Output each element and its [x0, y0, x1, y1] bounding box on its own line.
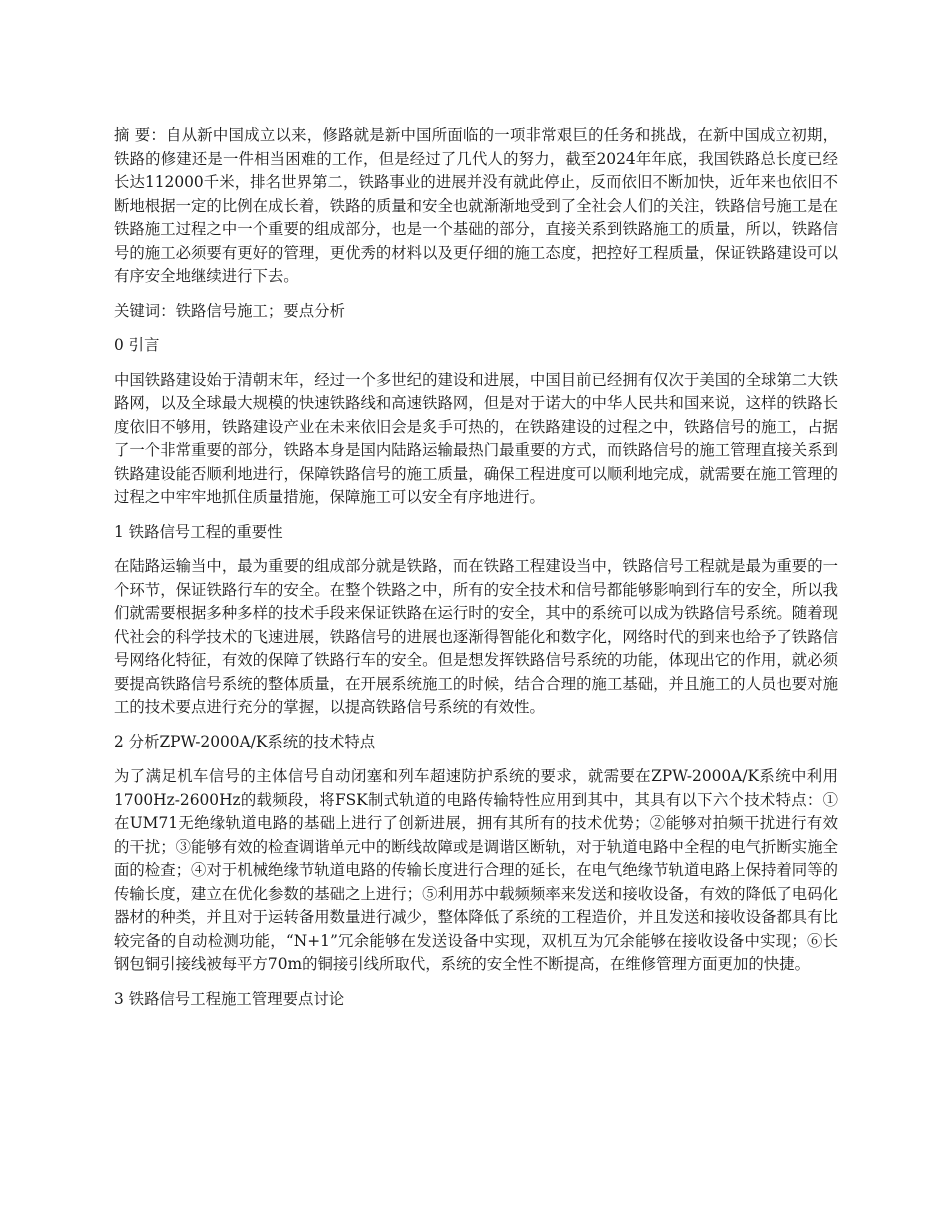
document-body	[114, 124, 838, 1022]
section-heading-intro: 0 引言	[114, 336, 160, 354]
section-body-intro: 中国铁路建设始于清朝末年，经过一个多世纪的建设和进展，中国目前已经拥有仅次于美国的全球第二大铁路网，以及全球最大规模的快速铁路线和高速铁路网，但是对于诺大的中华人民共和国来说，这样的铁路长度依旧不够用，铁路建设产业在未来依旧会是炙手可热的，在铁路建设的过程之中，铁路信号的施工，占据了一个非常重要的部分，铁路本身是国内陆路运输最热门最重要的方式，而铁路信号的施工管理直接关系到铁路建设能否顺利地进行，保障铁路信号的施工质量，确保工程进度可以顺利地完成，就需要在施工管理的过程之中牢牢地抓住质量措施，保障施工可以安全有序地进行。	[114, 370, 838, 506]
section-heading-management: 3 铁路信号工程施工管理要点讨论	[114, 989, 345, 1008]
abstract-text: 自从新中国成立以来，修路就是新中国所面临的一项非常艰巨的任务和挑战，在新中国成立初期，铁路的修建还是一件相当困难的工作，但是经过了几代人的努力，截至2024年年底，我国铁路总长度已经长达112000千米，排名世界第二，铁路事业的进展并没有就此停止，反而依旧不断加快，近年来也依旧不断地根据一定的比例在成长着，铁路的质量和安全也就渐渐地受到了全社会人们的关注，铁路信号施工是在铁路施工过程之中一个重要的组成部分，也是一个基础的部分，直接关系到铁路施工的质量，所以，铁路信号的施工必须要有更好的管理，更优秀的材料以及更仔细的施工态度，把控好工程质量，保证铁路建设可以有序安全地继续进行下去。	[114, 126, 838, 285]
abstract-label: 摘 要：	[114, 126, 167, 144]
keywords-line: 关键词：铁路信号施工；要点分析	[114, 301, 345, 320]
section-body-importance: 在陆路运输当中，最为重要的组成部分就是铁路，而在铁路工程建设当中，铁路信号工程就是最为重要的一个环节，保证铁路行车的安全。在整个铁路之中，所有的安全技术和信号都能够影响到行车的安全，所以我们就需要根据多种多样的技术手段来保证铁路在运行时的安全，其中的系统可以成为铁路信号系统。随着现代社会的科学技术的飞速进展，铁路信号的进展也逐渐得智能化和数字化，网络时代的到来也给予了铁路信号网络化特征，有效的保障了铁路行车的安全。但是想发挥铁路信号系统的功能，体现出它的作用，就必须要提高铁路信号系统的整体质量，在开展系统施工的时候，结合合理的施工基础，并且施工的人员也要对施工的技术要点进行充分的掌握，以提高铁路信号系统的有效性。	[114, 557, 838, 716]
section-heading-importance: 1 铁路信号工程的重要性	[114, 522, 283, 541]
section-body-zpw: 为了满足机车信号的主体信号自动闭塞和列车超速防护系统的要求，就需要在ZPW-2000A/K系统中利用1700Hz-2600Hz的载频段，将FSK制式轨道的电路传输特性应用到其中，其具有以下六个技术特点：①在UM71无绝缘轨道电路的基础上进行了创新进展，拥有其所有的技术优势；②能够对拍频干扰进行有效的干扰；③能够有效的检查调谐单元中的断线故障或是调谐区断轨，对于轨道电路中全程的电气折断实施全面的检查；④对于机械绝缘节轨道电路的传输长度进行合理的延长，在电气绝缘节轨道电路上保持着同等的传输长度，建立在优化参数的基础之上进行；⑤利用苏中载频频率来发送和接收设备，有效的降低了电码化器材的种类，并且对于运转备用数量进行减少，整体降低了系统的工程造价，并且发送和接收设备都具有比较完备的自动检测功能，“N+1”冗余能够在发送设备中实现，双机互为冗余能够在接收设备中实现；⑥长钢包铜引接线被每平方70m的铜接引线所取代，系统的安全性不断提高，在维修管理方面更加的快捷。	[114, 767, 838, 973]
section-heading-zpw: 2 分析ZPW-2000A/K系统的技术特点	[114, 732, 376, 751]
abstract-paragraph	[114, 124, 838, 289]
